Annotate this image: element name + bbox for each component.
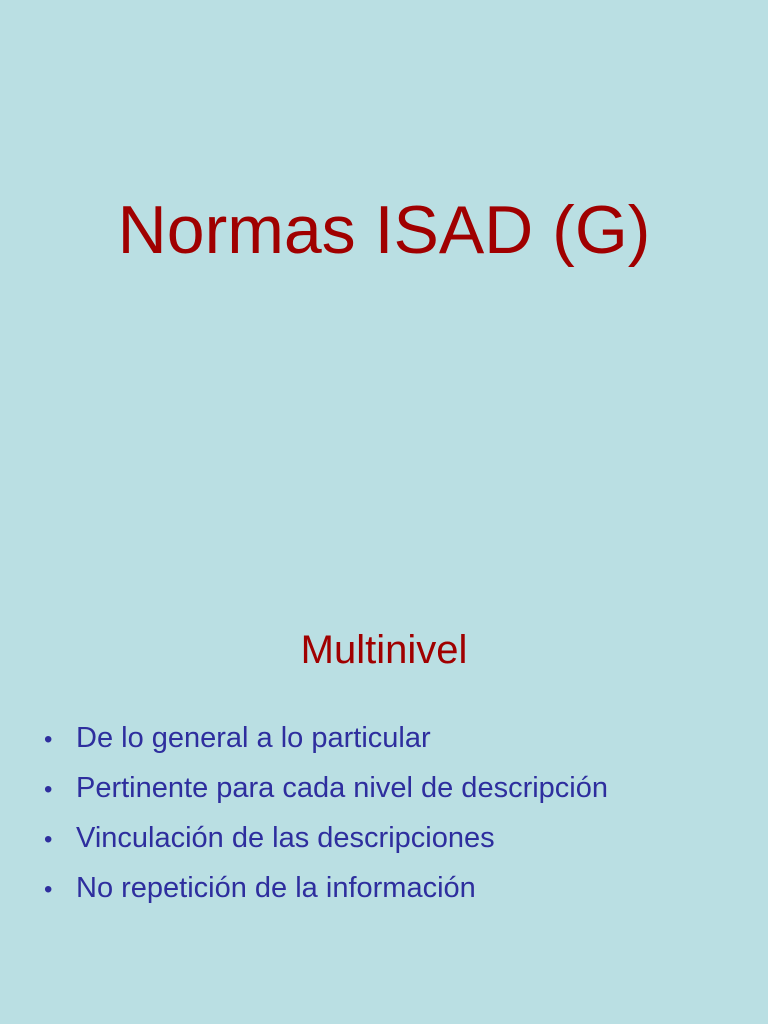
slide-subtitle: Multinivel — [300, 628, 468, 672]
bullet-item — [44, 814, 608, 864]
bullet-item — [44, 864, 608, 914]
bullet-text: De lo general a lo particular — [76, 722, 431, 754]
bullet-item — [44, 714, 608, 764]
bullet-icon: • — [44, 776, 53, 803]
bullet-text: Vinculación de las descripciones — [76, 822, 495, 854]
bullet-list — [44, 714, 608, 914]
bullet-item — [44, 764, 608, 814]
bullet-text: No repetición de la información — [76, 872, 476, 904]
bullet-icon: • — [44, 726, 53, 753]
bullet-icon: • — [44, 826, 53, 853]
slide-title: Normas ISAD (G) — [117, 192, 651, 268]
bullet-icon: • — [44, 876, 53, 903]
bullet-text: Pertinente para cada nivel de descripción — [76, 772, 608, 804]
